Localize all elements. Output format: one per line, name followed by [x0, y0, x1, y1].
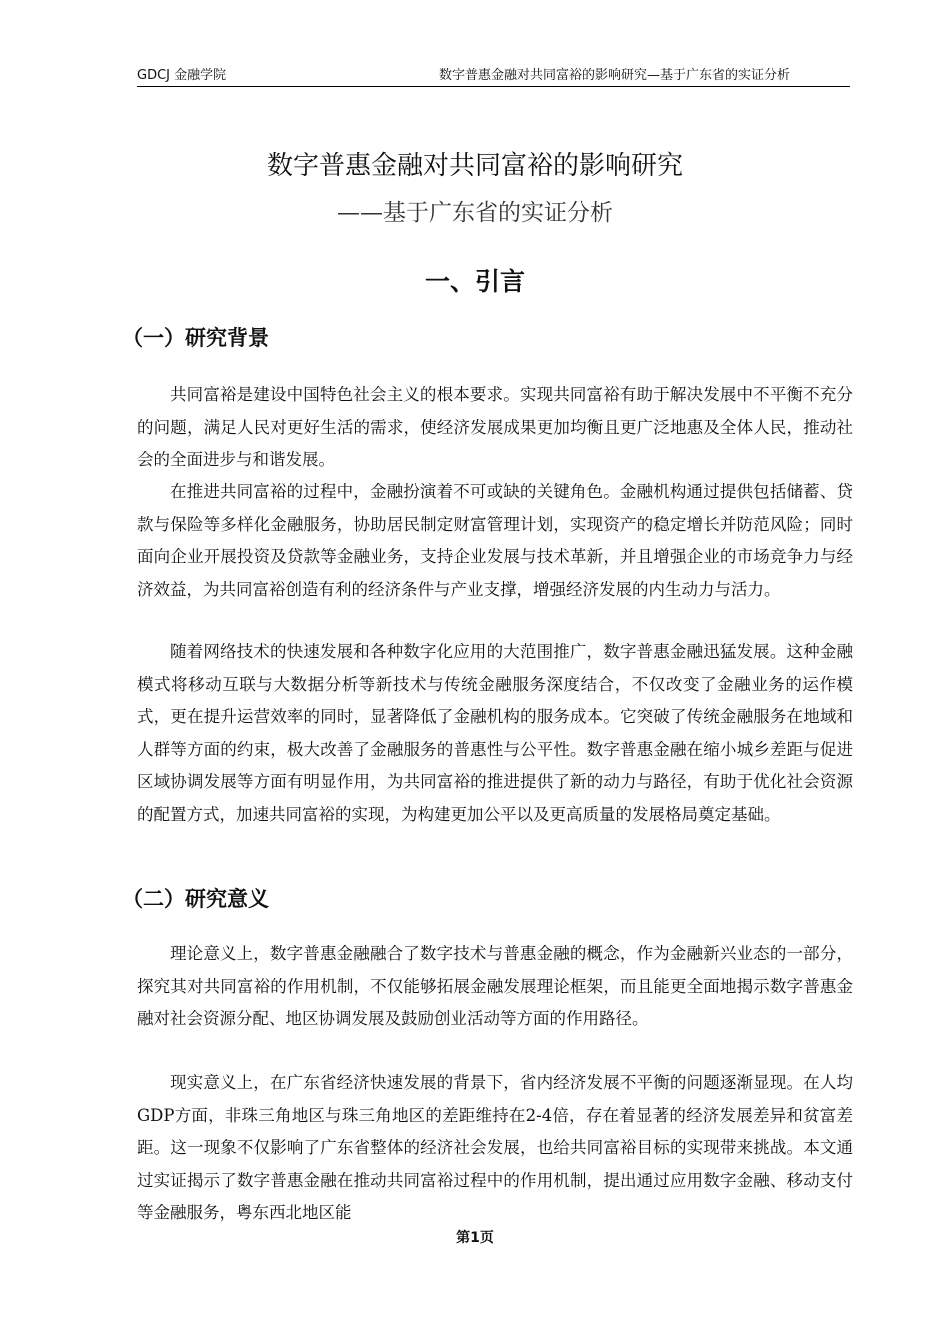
page-number: 第1页 — [456, 1230, 494, 1246]
page-header — [137, 66, 850, 87]
paper-subtitle: ——基于广东省的实证分析 — [337, 200, 613, 226]
subsection-heading-background: （一）研究背景 — [122, 326, 269, 350]
paragraph: 现实意义上，在广东省经济快速发展的背景下，省内经济发展不平衡的问题逐渐显现。在人均GDP方面，非珠三角地区与珠三角地区的差距维持在2-4倍，存在着显著的经济发展差异和贫富差距。这一现象不仅影响了广东省整体的经济社会发展，也给共同富裕目标的实现带来挑战。本文通过实证揭示了数字普惠金融在推动共同富裕过程中的作用机制，提出通过应用数字金融、移动支付等金融服务，粤东西北地区能 — [137, 1073, 853, 1222]
header-left: GDCJ 金融学院 — [137, 68, 227, 83]
header-right: 数字普惠金融对共同富裕的影响研究—基于广东省的实证分析 — [438, 68, 790, 83]
paper-title: 数字普惠金融对共同富裕的影响研究 — [266, 151, 683, 181]
paragraph: 随着网络技术的快速发展和各种数字化应用的大范围推广，数字普惠金融迅猛发展。这种金融模式将移动互联与大数据分析等新技术与传统金融服务深度结合，不仅改变了金融业务的运作模式，更在提升运营效率的同时，显著降低了金融机构的服务成本。它突破了传统金融服务在地域和人群等方面的约束，极大改善了金融服务的普惠性与公平性。数字普惠金融在缩小城乡差距与促进区域协调发展等方面有明显作用，为共同富裕的推进提供了新的动力与路径，有助于优化社会资源的配置方式，加速共同富裕的实现，为构建更加公平以及更高质量的发展格局奠定基础。 — [137, 642, 853, 824]
subsection-heading-significance: （二）研究意义 — [122, 887, 269, 911]
paragraph: 共同富裕是建设中国特色社会主义的根本要求。实现共同富裕有助于解决发展中不平衡不充分的问题，满足人民对更好生活的需求，使经济发展成果更加均衡且更广泛地惠及全体人民，推动社会的全面进步与和谐发展。 — [137, 385, 853, 469]
section-heading-intro: 一、引言 — [424, 267, 525, 296]
paragraph: 在推进共同富裕的过程中，金融扮演着不可或缺的关键角色。金融机构通过提供包括储蓄、贷款与保险等多样化金融服务，协助居民制定财富管理计划，实现资产的稳定增长并防范风险；同时面向企业开展投资及贷款等金融业务，支持企业发展与技术革新，并且增强企业的市场竞争力与经济效益，为共同富裕创造有利的经济条件与产业支撑，增强经济发展的内生动力与活力。 — [137, 482, 853, 599]
paragraph: 理论意义上，数字普惠金融融合了数字技术与普惠金融的概念，作为金融新兴业态的一部分，探究其对共同富裕的作用机制，不仅能够拓展金融发展理论框架，而且能更全面地揭示数字普惠金融对社会资源分配、地区协调发展及鼓励创业活动等方面的作用路径。 — [137, 944, 853, 1028]
